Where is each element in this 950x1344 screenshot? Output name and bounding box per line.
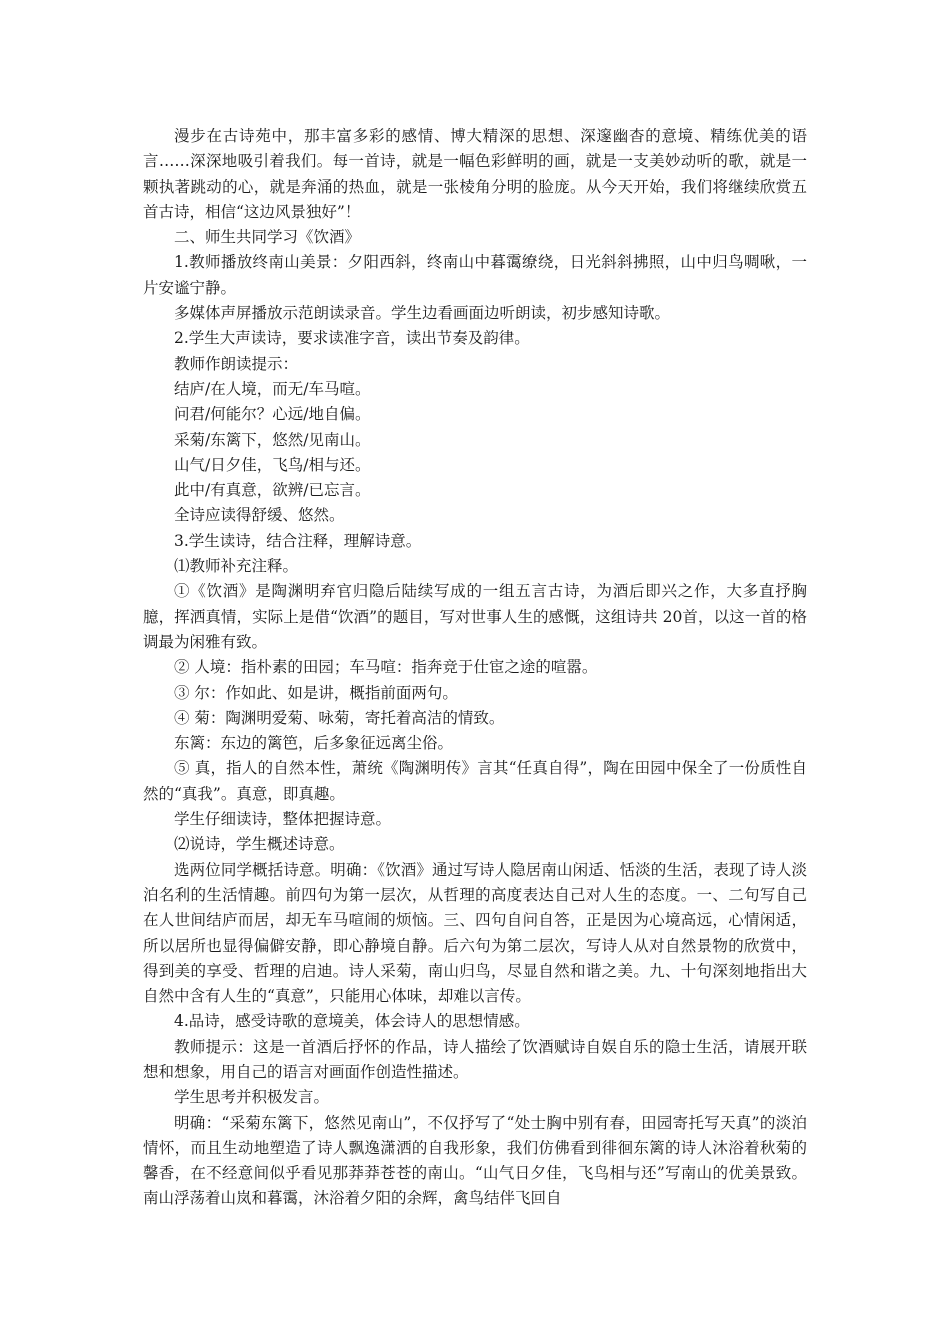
poem-line-2: 问君/何能尔？心远/地自偏。	[174, 405, 371, 424]
annotation-3: ③ 尔：作如此、如是讲，概指前面两句。	[174, 683, 458, 702]
poem-line-3: 采菊/东篱下，悠然/见南山。	[174, 430, 371, 449]
section-heading: 二、师生共同学习《饮酒》	[174, 228, 361, 247]
summary-paragraph: 选两位同学概括诗意。明确：《饮酒》通过写诗人隐居南山闲适、恬淡的生活，表现了诗人淡泊名利的生活情趣。前四句为第一层次，从哲理的高度表达自己对人生的态度。一、二句写自己在人世间结庐而居，却无车马喧闹的烦恼。三、四句自问自答，正是因为心境高远，心情闲适，所以居所也显得偏僻安静，即心静境自静。后六句为第二层次，写诗人从对自然景物的欣赏中，得到美的享受、哲理的启迪。诗人采菊，南山归鸟，尽显自然和谐之美。九、十句深刻地指出大自然中含有人生的“真意”，只能用心体味，却难以言传。	[143, 860, 807, 1006]
step-4-paragraph: 4.品诗，感受诗歌的意境美，体会诗人的思想情感。	[174, 1012, 530, 1031]
annotation-4b: 东篱：东边的篱笆，后多象征远离尘俗。	[174, 734, 454, 753]
step-3-paragraph: 3.学生读诗，结合注释，理解诗意。	[174, 531, 422, 550]
annotation-4: ④ 菊：陶渊明爱菊、咏菊，寄托着高洁的情致。	[174, 708, 505, 727]
poem-line-4: 山气/日夕佳，飞鸟/相与还。	[174, 455, 371, 474]
annotation-1: ①《饮酒》是陶渊明弃官归隐后陆续写成的一组五言古诗，为酒后即兴之作，大多直抒胸臆，挥洒真情，实际上是借“饮酒”的题目，写对世事人生的感慨，这组诗共 20首，以这一首的格调最为闲雅有致。	[143, 582, 807, 651]
multimedia-paragraph: 多媒体声屏播放示范朗读录音。学生边看画面边听朗读，初步感知诗歌。	[174, 304, 671, 323]
document-page	[143, 124, 807, 1212]
poem-line-1: 结庐/在人境，而无/车马喧。	[174, 379, 371, 398]
annotation-2: ② 人境：指朴素的田园；车马喧：指奔竞于仕宦之途的喧嚣。	[174, 658, 598, 677]
step-2-paragraph: 2.学生大声读诗，要求读准字音，读出节奏及韵律。	[174, 329, 530, 348]
annotation-5: ⑤ 真，指人的自然本性，萧统《陶渊明传》言其“任真自得”，陶在田园中保全了一份质性自然的“真我”。真意，即真趣。	[143, 759, 807, 803]
teacher-hint-paragraph: 教师提示：这是一首酒后抒怀的作品，诗人描绘了饮酒赋诗自娱自乐的隐士生活，请展开联想和想象，用自己的语言对画面作创造性描述。	[143, 1037, 807, 1081]
reading-style-note: 全诗应读得舒缓、悠然。	[174, 506, 345, 525]
student-think-paragraph: 学生思考并积极发言。	[174, 1088, 330, 1107]
step-1-paragraph: 1.教师播放终南山美景：夕阳西斜，终南山中暮霭缭绕，日光斜斜拂照，山中归鸟啁啾，一片安谧宁静。	[143, 253, 807, 297]
reading-tip-label: 教师作朗读提示：	[174, 354, 299, 373]
summary-heading: ⑵说诗，学生概述诗意。	[174, 835, 345, 854]
intro-paragraph: 漫步在古诗苑中，那丰富多彩的感情、博大精深的思想、深邃幽杳的意境、精练优美的语言……深深地吸引着我们。每一首诗，就是一幅色彩鲜明的画，就是一支美妙动听的歌，就是一颗执著跳动的心，就是奔涌的热血，就是一张棱角分明的脸庞。从今天开始，我们将继续欣赏五首古诗，相信“这边风景独好”！	[143, 127, 807, 221]
clarify-paragraph: 明确：“采菊东篱下，悠然见南山”，不仅抒写了“处士胸中别有春，田园寄托写天真”的淡泊情怀，而且生动地塑造了诗人飘逸潇洒的自我形象，我们仿佛看到徘徊东篱的诗人沐浴着秋菊的馨香，在不经意间似乎看见那莽莽苍苍的南山。“山气日夕佳，飞鸟相与还”写南山的优美景致。南山浮荡着山岚和暮霭，沐浴着夕阳的余辉，禽鸟结伴飞回自	[143, 1113, 807, 1208]
read-carefully-paragraph: 学生仔细读诗，整体把握诗意。	[174, 810, 392, 829]
annotation-heading: ⑴教师补充注释。	[174, 557, 299, 576]
poem-line-5: 此中/有真意，欲辨/已忘言。	[174, 481, 371, 500]
